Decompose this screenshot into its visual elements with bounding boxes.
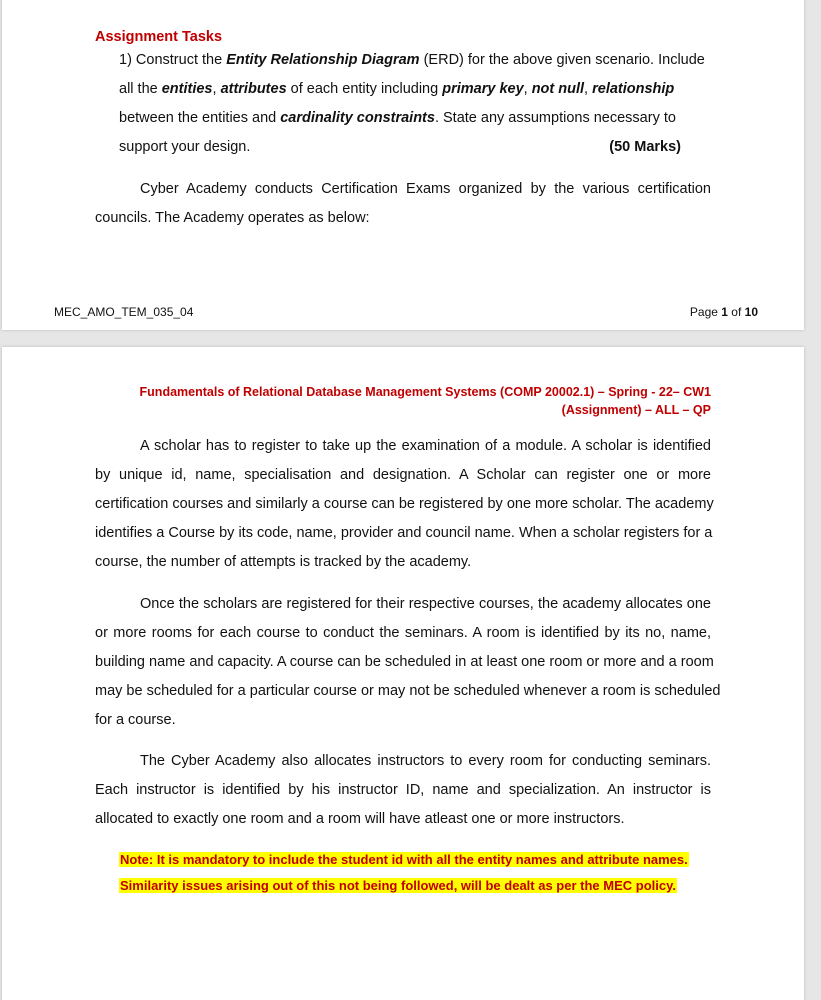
bold-italic-run: primary key	[442, 81, 524, 97]
page-2	[2, 347, 804, 1000]
text-run: Page	[689, 305, 722, 319]
page-number: 1	[721, 305, 728, 319]
text-run: 1) Construct the	[119, 52, 227, 68]
paragraph-line: Each instructor is identified by his instructor ID, name and specialization. An instructor is	[95, 782, 711, 798]
bold-italic-run: attributes	[220, 81, 287, 97]
intro-line-1: Cyber Academy conducts Certification Exams organized by the various certification	[140, 181, 711, 197]
footer-doc-code: MEC_AMO_TEM_035_04	[54, 305, 194, 319]
bold-italic-run: relationship	[592, 81, 675, 97]
assignment-tasks-heading: Assignment Tasks	[95, 29, 223, 45]
paragraph-line: course, the number of attempts is tracked by the academy.	[95, 554, 472, 570]
course-header-line-1: Fundamentals of Relational Database Management Systems (COMP 20002.1) – Spring - 22– CW1	[139, 385, 711, 399]
paragraph-line: may be scheduled for a particular course or may not be scheduled whenever a room is scheduled	[95, 683, 721, 699]
paragraph-line: Once the scholars are registered for their respective courses, the academy allocates one	[140, 596, 711, 612]
marks-label: (50 Marks)	[609, 139, 681, 155]
text-run: of	[727, 305, 745, 319]
intro-line-2: councils. The Academy operates as below:	[95, 210, 370, 226]
bold-italic-run: cardinality constraints	[280, 110, 435, 126]
text-run: of each entity including	[286, 81, 443, 97]
bold-italic-run: entities	[161, 81, 213, 97]
highlighted-note-line-1: Note: It is mandatory to include the student id with all the entity names and attribute names.	[120, 852, 688, 867]
bold-italic-run: Entity Relationship Diagram	[226, 52, 420, 68]
task-line-4: support your design.	[119, 139, 251, 155]
text-run: ,	[212, 81, 221, 97]
task-line-2	[119, 81, 699, 97]
page-1	[2, 0, 804, 330]
text-run: between the entities and	[119, 110, 281, 126]
task-line-1	[119, 52, 705, 68]
text-run: . State any assumptions necessary to	[434, 110, 676, 126]
paragraph-line: for a course.	[95, 712, 176, 728]
footer-page-number	[690, 305, 758, 319]
bold-italic-run: not null	[531, 81, 585, 97]
course-header-line-2: (Assignment) – ALL – QP	[561, 403, 711, 417]
paragraph-line: allocated to exactly one room and a room will have atleast one or more instructors.	[95, 811, 625, 827]
text-run: (ERD) for the above given scenario. Include	[419, 52, 705, 68]
text-run: all the	[119, 81, 162, 97]
highlighted-note-line-2: Similarity issues arising out of this not being followed, will be dealt as per the MEC policy.	[120, 878, 676, 893]
page-total: 10	[744, 305, 758, 319]
paragraph-line: by unique id, name, specialisation and designation. A Scholar can register one or more	[95, 467, 711, 483]
text-run: ,	[523, 81, 532, 97]
paragraph-line: building name and capacity. A course can be scheduled in at least one room or more and a room	[95, 654, 714, 670]
paragraph-line: A scholar has to register to take up the examination of a module. A scholar is identified	[140, 438, 711, 454]
paragraph-line: The Cyber Academy also allocates instructors to every room for conducting seminars.	[140, 753, 711, 769]
text-run: ,	[584, 81, 593, 97]
paragraph-line: or more rooms for each course to conduct the seminars. A room is identified by its no, name,	[95, 625, 711, 641]
paragraph-line: identifies a Course by its code, name, provider and council name. When a scholar registers for a	[95, 525, 713, 541]
task-line-3	[119, 110, 699, 126]
paragraph-line: certification courses and similarly a course can be registered by one more scholar. The academy	[95, 496, 714, 512]
